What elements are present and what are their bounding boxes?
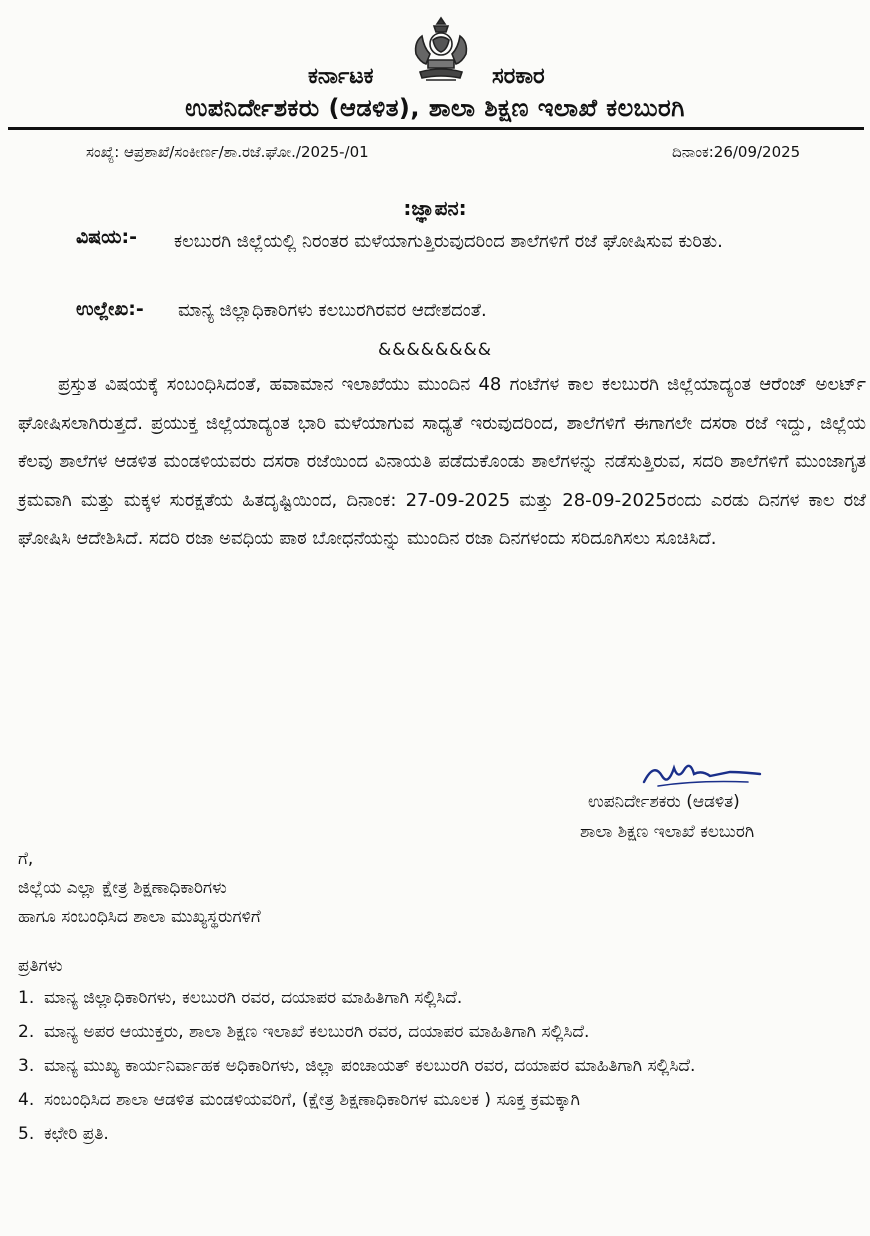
government-label: ಕರ್ನಾಟಕ	[308, 64, 374, 89]
list-item-number: 1.	[18, 988, 35, 1008]
header-divider	[8, 127, 864, 130]
reference-number: ಸಂಖ್ಯೆ: ಆಪ್ರಶಾಖೆ/ಸಂಕೀರ್ಣ/ಶಾ.ರಜೆ.ಘೋ./2025-/01	[86, 143, 369, 161]
recipients-block	[18, 845, 261, 932]
recipients-prefix: ಗೆ,	[18, 849, 34, 869]
signatory-office: ಶಾಲಾ ಶಿಕ್ಷಣ ಇಲಾಖೆ ಕಲಬುರಗಿ	[580, 822, 755, 842]
office-title: ಉಪನಿರ್ದೇಶಕರು (ಆಡಳಿತ), ಶಾಲಾ ಶಿಕ್ಷಣ ಇಲಾಖೆ ಕಲಬುರಗಿ	[185, 94, 685, 122]
karnataka-emblem-icon	[406, 14, 476, 88]
reference-label: ಉಲ್ಲೇಖ:-	[76, 298, 144, 320]
list-item	[18, 1087, 850, 1113]
list-item	[18, 985, 850, 1011]
list-item	[18, 1019, 850, 1045]
list-item-text: ಸಂಬಂಧಿಸಿದ ಶಾಲಾ ಆಡಳಿತ ಮಂಡಳಿಯವರಿಗೆ, (ಕ್ಷೇತ್ರ ಶಿಕ್ಷಣಾಧಿಕಾರಿಗಳ ಮೂಲಕ ) ಸೂಕ್ತ ಕ್ರಮಕ್ಕಾಗಿ	[44, 1090, 580, 1110]
government-label-right: ಸರಕಾರ	[492, 64, 545, 89]
list-item	[18, 1053, 850, 1079]
subject-label: ವಿಷಯ:-	[76, 226, 138, 248]
reference-text: ಮಾನ್ಯ ಜಿಲ್ಲಾಧಿಕಾರಿಗಳು ಕಲಬುರಗಿರವರ ಆದೇಶದಂತೆ.	[178, 300, 487, 321]
list-item-text: ಕಛೇರಿ ಪ್ರತಿ.	[44, 1124, 109, 1144]
list-item-text: ಮಾನ್ಯ ಜಿಲ್ಲಾಧಿಕಾರಿಗಳು, ಕಲಬುರಗಿ ರವರ, ದಯಾಪರ ಮಾಹಿತಿಗಾಗಿ ಸಲ್ಲಿಸಿದೆ.	[44, 988, 463, 1008]
list-item-number: 2.	[18, 1022, 35, 1042]
copies-title: ಪ್ರತಿಗಳು	[18, 956, 63, 976]
subject-text: ಕಲಬುರಗಿ ಜಿಲ್ಲೆಯಲ್ಲಿ ನಿರಂತರ ಮಳೆಯಾಗುತ್ತಿರುವುದರಿಂದ ಶಾಲೆಗಳಿಗೆ ರಜೆ ಘೋಷಿಸುವ ಕುರಿತು.	[174, 231, 723, 252]
issue-date: ದಿನಾಂಕ:26/09/2025	[672, 143, 801, 161]
list-item-number: 3.	[18, 1056, 35, 1076]
list-item-text: ಮಾನ್ಯ ಮುಖ್ಯ ಕಾರ್ಯನಿರ್ವಾಹಕ ಅಧಿಕಾರಿಗಳು, ಜಿಲ್ಲಾ ಪಂಚಾಯತ್ ಕಲಬುರಗಿ ರವರ, ದಯಾಪರ ಮಾಹಿತಿಗಾಗಿ ಸಲ್ಲಿಸಿದೆ.	[44, 1056, 696, 1076]
list-item-number: 5.	[18, 1124, 35, 1144]
memo-heading: :ಜ್ಞಾಪನ:	[403, 196, 467, 220]
recipients-line-1: ಜಿಲ್ಲೆಯ ಎಲ್ಲಾ ಕ್ಷೇತ್ರ ಶಿಕ್ಷಣಾಧಿಕಾರಿಗಳು	[18, 878, 227, 898]
section-separator: &&&&&&&&	[377, 340, 493, 360]
list-item-text: ಮಾನ್ಯ ಅಪರ ಆಯುಕ್ತರು, ಶಾಲಾ ಶಿಕ್ಷಣ ಇಲಾಖೆ ಕಲಬುರಗಿ ರವರ, ದಯಾಪರ ಮಾಹಿತಿಗಾಗಿ ಸಲ್ಲಿಸಿದೆ.	[44, 1022, 590, 1042]
handwritten-signature-icon	[638, 756, 768, 794]
recipients-line-2: ಹಾಗೂ ಸಂಬಂಧಿಸಿದ ಶಾಲಾ ಮುಖ್ಯಸ್ಥರುಗಳಿಗೆ	[18, 907, 261, 927]
copies-list	[18, 985, 850, 1155]
list-item	[18, 1121, 850, 1147]
signatory-designation: ಉಪನಿರ್ದೇಶಕರು (ಆಡಳಿತ)	[588, 792, 740, 812]
memo-body: ಪ್ರಸ್ತುತ ವಿಷಯಕ್ಕೆ ಸಂಬಂಧಿಸಿದಂತೆ, ಹವಾಮಾನ ಇಲಾಖೆಯು ಮುಂದಿನ 48 ಗಂಟೆಗಳ ಕಾಲ ಕಲಬುರಗಿ ಜಿಲ್ಲೆಯಾದ್ಯಂತ ಆರೆಂಜ್ ಅಲರ್ಟ್ ಘೋಷಿಸಲಾಗಿರುತ್ತದೆ. ಪ್ರಯುಕ್ತ ಜಿಲ್ಲೆಯಾದ್ಯಂತ ಭಾರಿ ಮಳೆಯಾಗುವ ಸಾಧ್ಯತೆ ಇರುವುದರಿಂದ, ಶಾಲೆಗಳಿಗೆ ಈಗಾಗಲೇ ದಸರಾ ರಜೆ ಇದ್ದು, ಜಿಲ್ಲೆಯ ಕೆಲವು ಶಾಲೆಗಳ ಆಡಳಿತ ಮಂಡಳಿಯವರು ದಸರಾ ರಜೆಯಿಂದ ವಿನಾಯತಿ ಪಡೆದುಕೊಂಡು ಶಾಲೆಗಳನ್ನು ನಡೆಸುತ್ತಿರುವ, ಸದರಿ ಶಾಲೆಗಳಿಗೆ ಮುಂಜಾಗೃತ ಕ್ರಮವಾಗಿ ಮತ್ತು ಮಕ್ಕಳ ಸುರಕ್ಷತೆಯ ಹಿತದೃಷ್ಟಿಯಿಂದ, ದಿನಾಂಕ: 27-09-2025 ಮತ್ತು 28-09-2025ರಂದು ಎರಡು ದಿನಗಳ ಕಾಲ ರಜೆ ಘೋಷಿಸಿ ಆದೇಶಿಸಿದೆ. ಸದರಿ ರಜಾ ಅವಧಿಯ ಪಾಠ ಬೋಧನೆಯನ್ನು ಮುಂದಿನ ರಜಾ ದಿನಗಳಂದು ಸರಿದೂಗಿಸಲು ಸೂಚಿಸಿದೆ.	[18, 374, 866, 549]
list-item-number: 4.	[18, 1090, 35, 1110]
